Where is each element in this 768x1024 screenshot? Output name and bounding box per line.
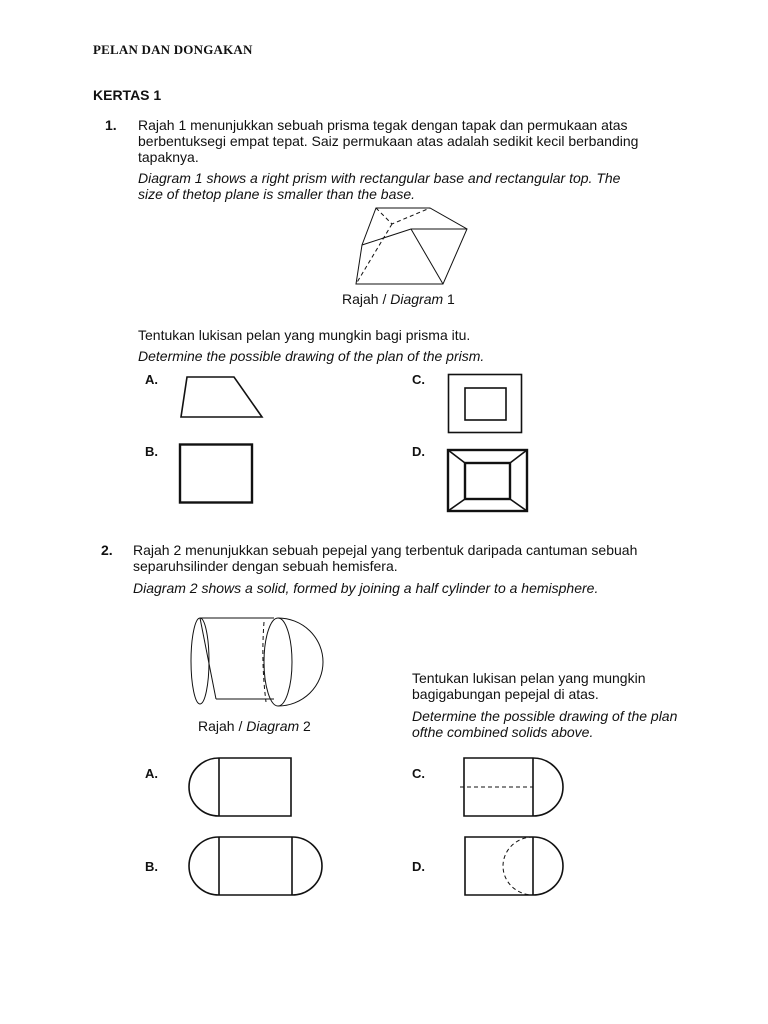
prism-vertical-edge — [411, 229, 443, 284]
q2-option-c-label[interactable]: C. — [412, 766, 425, 781]
prism-top-front-edge — [362, 229, 467, 245]
q2-option-a-label[interactable]: A. — [145, 766, 158, 781]
q1-option-b-rectangle[interactable] — [178, 443, 258, 505]
question-1-number: 1. — [105, 117, 117, 133]
question-1-text-malay: Rajah 1 menunjukkan sebuah prisma tegak dengan tapak dan permukaan atas berbentuksegi empat tepat. Saiz permukaan atas adalah sedikit kecil berbanding tapaknya. — [138, 117, 639, 165]
question-2-prompt-malay: Tentukan lukisan pelan yang mungkin bagigabungan pepejal di atas. — [412, 670, 646, 702]
section-heading: KERTAS 1 — [93, 87, 162, 103]
q1-option-c-nested-rectangles[interactable] — [447, 373, 527, 435]
hemisphere-outline — [278, 618, 323, 706]
joining-face — [264, 618, 292, 706]
question-1-prompt-english: Determine the possible drawing of the plan of the prism. — [138, 348, 485, 364]
q1-option-d-frustum-plan[interactable] — [446, 448, 530, 514]
q1-option-a-trapezium[interactable] — [178, 373, 268, 423]
page-title: PELAN DAN DONGAKAN — [93, 42, 253, 57]
q2-option-c-plan[interactable] — [460, 756, 570, 820]
question-2-text-malay: Rajah 2 menunjukkan sebuah pepejal yang terbentuk daripada cantuman sebuah separuhsilinder dengan sebuah hemisfera. — [133, 542, 638, 574]
half-cylinder-diagonal — [200, 618, 216, 699]
question-1-text-english: Diagram 1 shows a right prism with rectangular base and rectangular top. The size of thetop plane is smaller than the base. — [138, 170, 621, 202]
question-2-prompt-english: Determine the possible drawing of the plan ofthe combined solids above. — [412, 708, 678, 740]
q1-option-a-label[interactable]: A. — [145, 372, 158, 387]
q2-option-d-plan[interactable] — [463, 835, 573, 899]
diagram-1-prism — [350, 203, 480, 289]
prism-hidden-edges — [356, 208, 430, 284]
diagram-2-caption: Rajah / Diagram 2 — [198, 718, 311, 734]
diagram-2-solid — [186, 612, 331, 712]
diagram-1-caption: Rajah / Diagram 1 — [342, 291, 455, 307]
q1-option-c-label[interactable]: C. — [412, 372, 425, 387]
question-1-prompt-malay: Tentukan lukisan pelan yang mungkin bagi prisma itu. — [138, 327, 471, 343]
q1-option-b-label[interactable]: B. — [145, 444, 158, 459]
q2-option-b-label[interactable]: B. — [145, 859, 158, 874]
q2-option-d-label[interactable]: D. — [412, 859, 425, 874]
q2-option-a-plan[interactable] — [186, 756, 296, 820]
question-2-number: 2. — [101, 542, 113, 558]
question-2-text-english: Diagram 2 shows a solid, formed by joining a half cylinder to a hemisphere. — [133, 580, 599, 596]
prism-outline — [356, 208, 467, 284]
half-cylinder-back-end — [191, 618, 209, 704]
q2-option-b-plan[interactable] — [186, 835, 326, 899]
q1-option-d-label[interactable]: D. — [412, 444, 425, 459]
